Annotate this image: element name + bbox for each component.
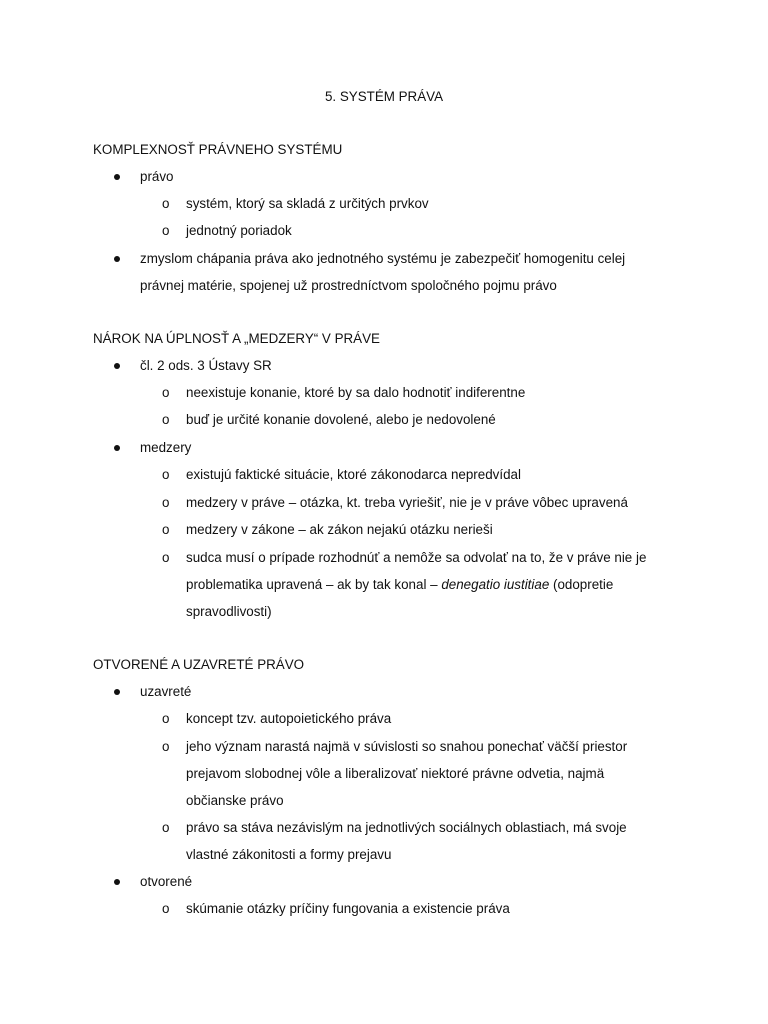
- continuation-text: (odopretie: [549, 577, 614, 592]
- sub-bullet-icon: o: [162, 522, 170, 537]
- continuation-text: problematika upravená – ak by tak konal –: [186, 577, 442, 592]
- page-title: 5. SYSTÉM PRÁVA: [324, 89, 444, 104]
- sub-bullet-icon: o: [162, 739, 170, 754]
- latin-term: denegatio iustitiae: [441, 577, 550, 592]
- sub-bullet-icon: o: [162, 385, 170, 400]
- bullet-icon: [114, 363, 120, 369]
- bullet-icon: [114, 174, 120, 180]
- list-item: uzavreté: [140, 684, 192, 699]
- list-item: právo: [140, 169, 174, 184]
- list-item: otvorené: [140, 874, 193, 889]
- sub-list-item: jeho význam narastá najmä v súvislosti so snahou ponechať väčší priestor: [186, 739, 628, 754]
- sub-list-item-continuation: vlastné zákonitosti a formy prejavu: [186, 847, 392, 862]
- sub-bullet-icon: o: [162, 467, 170, 482]
- bullet-icon: [114, 445, 120, 451]
- sub-list-item: existujú faktické situácie, ktoré zákonodarca nepredvídal: [186, 467, 521, 482]
- section-heading: OTVORENÉ A UZAVRETÉ PRÁVO: [93, 657, 305, 672]
- sub-list-item: jednotný poriadok: [186, 223, 292, 238]
- sub-list-item: koncept tzv. autopoietického práva: [186, 711, 392, 726]
- sub-list-item: neexistuje konanie, ktoré by sa dalo hodnotiť indiferentne: [186, 385, 526, 400]
- sub-list-item: buď je určité konanie dovolené, alebo je nedovolené: [186, 412, 496, 427]
- sub-bullet-icon: o: [162, 412, 170, 427]
- sub-list-item: systém, ktorý sa skladá z určitých prvkov: [186, 196, 429, 211]
- sub-list-item: skúmanie otázky príčiny fungovania a existencie práva: [186, 901, 510, 916]
- sub-list-item-continuation: [186, 576, 613, 594]
- sub-bullet-icon: o: [162, 495, 170, 510]
- sub-bullet-icon: o: [162, 711, 170, 726]
- bullet-icon: [114, 689, 120, 695]
- sub-bullet-icon: o: [162, 820, 170, 835]
- sub-list-item: sudca musí o prípade rozhodnúť a nemôže sa odvolať na to, že v práve nie je: [186, 550, 647, 565]
- bullet-icon: [114, 879, 120, 885]
- sub-list-item-continuation: prejavom slobodnej vôle a liberalizovať niektoré právne odvetia, najmä: [186, 766, 605, 781]
- sub-list-item-continuation: spravodlivosti): [186, 604, 272, 619]
- list-item: medzery: [140, 440, 192, 455]
- sub-list-item-continuation: občianske právo: [186, 793, 284, 808]
- list-item: zmyslom chápania práva ako jednotného systému je zabezpečiť homogenitu celej: [140, 251, 626, 266]
- sub-list-item: právo sa stáva nezávislým na jednotlivých sociálnych oblastiach, má svoje: [186, 820, 627, 835]
- sub-bullet-icon: o: [162, 196, 170, 211]
- sub-bullet-icon: o: [162, 223, 170, 238]
- list-item-continuation: právnej matérie, spojenej už prostredníctvom spoločného pojmu právo: [140, 278, 557, 293]
- sub-bullet-icon: o: [162, 550, 170, 565]
- sub-list-item: medzery v zákone – ak zákon nejakú otázku nerieši: [186, 522, 493, 537]
- sub-bullet-icon: o: [162, 901, 170, 916]
- sub-list-item: medzery v práve – otázka, kt. treba vyriešiť, nie je v práve vôbec upravená: [186, 495, 628, 510]
- bullet-icon: [114, 256, 120, 262]
- section-heading: KOMPLEXNOSŤ PRÁVNEHO SYSTÉMU: [93, 142, 343, 157]
- section-heading: NÁROK NA ÚPLNOSŤ A „MEDZERY“ V PRÁVE: [93, 331, 380, 346]
- list-item: čl. 2 ods. 3 Ústavy SR: [140, 358, 272, 373]
